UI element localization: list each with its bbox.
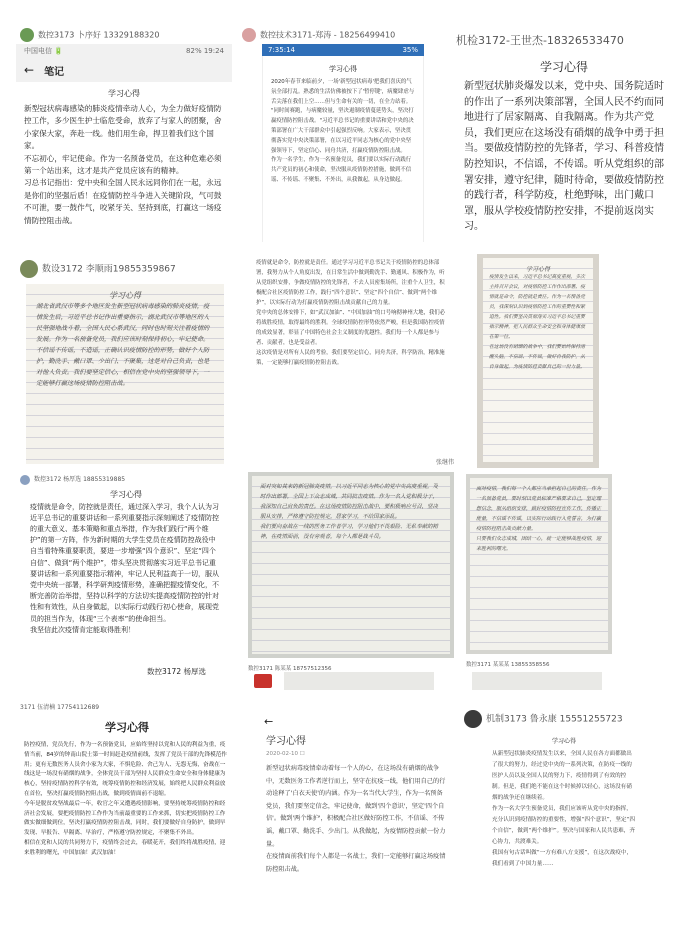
screenshot-note-13: [462, 706, 676, 932]
paper-title: 学习心得: [109, 291, 141, 300]
status-left: 中国电信 🔋: [24, 47, 63, 55]
signature: 张继伟: [435, 459, 454, 466]
screenshot-note-11: [16, 700, 238, 932]
strip-header-a: [244, 662, 456, 692]
strip-image: [472, 672, 602, 690]
avatar: [242, 28, 256, 42]
doc-title: 学习心得: [539, 60, 588, 74]
paper-body: 疫情发生以来，习近平总书记高度重视，多次主持召开会议，对疫情防控工作作出部署。疫情就是命令，防控就是责任。作为一名预备党员，我深刻认识到疫情防控工作的重要性和紧迫性。我们要坚决贯彻落实习近平总书记重要指示精神，把人民群众生命安全和身体健康放在第一位。 在这场没有硝烟的战争中，我们要始终保持清醒头脑，不信谣、不传谣，做好自我防护，从自身做起，为疫情防控贡献自己的一份力量。: [489, 275, 585, 370]
screenshot-note-4: [16, 256, 234, 470]
header-note-11: 3171 伍清楠 17754112689: [20, 704, 100, 711]
doc-body: 2020年春节来临前夕，一场'新型冠状病毒'把我们喜庆的气氛全部打乱。熟悉的生活仿佛被按下了'暂停键'，病魔肆虐与舌尖落在我们上空……但与生命有关的一切，在全力站着。 "同时间赛跑，与病魔较量，坚决遏制疫情蔓延势头，坚决打赢疫情防控阻击战。"习近平总书记的重要讲话和党中央的决策部署在广大干部群众中引起强烈反响。大家表示，坚决贯彻落实党中央决策部署，在以习近平同志为核心的党中央坚强领导下，坚定信心、同舟共济，打赢疫情防控阻击战。 作为一名学生，作为一名预备党员，我们要以实际行动践行共产党员的初心和使命，坚决服从疫情防控措施，做到不信谣、不传谣、不聚集、不外出，从我做起，从身边做起。: [271, 79, 415, 183]
header-text: 数控技术3171-郑涛 - 18256499410: [260, 30, 396, 40]
header-text: 数控3172 杨厚选 18855319885: [34, 476, 126, 483]
paper-sheet: [483, 258, 593, 462]
doc-title: 学习心得: [110, 489, 142, 499]
doc-body: 新型冠状肺炎爆发以来，党中央、国务院适时的作出了一系列决策部署，全国人民不约而同地进行了居家隔离、自我隔离。作为共产党员，我们更应在这场没有硝烟的战争中勇于担当。要做疫情防控的先锋者，学习、科普疫情防控知识，不信谣，不传谣。听从党组织的部署安排，遵守纪律，随时待命，要做疫情防控的践行者，科学防疫，杜绝野味，出门戴口罩，服从学校疫情防控安排，不提前返岗实习。: [464, 81, 664, 233]
screenshot-note-5: [240, 254, 466, 468]
header-note-7: [16, 472, 236, 487]
doc-area: [262, 56, 424, 242]
avatar: [20, 260, 38, 278]
note-navbar: [258, 712, 454, 730]
doc-title: 学习心得: [105, 721, 149, 734]
screenshot-note-3: [452, 30, 676, 245]
header-note-4: [16, 256, 234, 282]
avatar: [20, 475, 30, 485]
nav-title: 笔记: [44, 66, 65, 78]
paper-sheet: [26, 284, 224, 464]
back-arrow-icon[interactable]: ←: [24, 63, 35, 77]
header-note-2: [240, 26, 446, 44]
flag-icon: [254, 674, 272, 688]
status-bar: [16, 44, 232, 58]
paper-body: 湖北省武汉市等多个地区发生新型冠状病毒感染的肺炎疫情，疫情发生后，习近平总书记作出重要指示，湖北武汉市等地区的人民坚强地战斗着，全国人民心系武汉，同时也时刻关注着疫情的发展。作为一名预备党员，我们应该时刻保持初心，牢记使命。 不信谣不传谣，不造谣，正确认识疫情防控的形势，做好个人防护，勤洗手、戴口罩、少出门、不聚集，这是对自己负责，也是对他人负责。我们要坚定信心，相信在党中央的坚强领导下，一定能够打赢这场疫情防控阻击战。: [36, 303, 210, 387]
screenshot-note-2: [240, 26, 446, 254]
header-text: 数控3171 陈某某 18757512356: [248, 666, 332, 672]
status-bar: [262, 44, 424, 56]
doc-area: [488, 732, 640, 928]
header-text: 机制3173 鲁永康 15551255723: [486, 714, 623, 725]
note-title: 学习心得: [108, 89, 140, 98]
paper-title: 学习心得: [525, 266, 550, 273]
avatar: [20, 28, 34, 42]
screenshot-note-9: [466, 474, 612, 654]
status-right: 82% 19:24: [186, 47, 224, 55]
note-title: 学习心得: [266, 736, 306, 747]
doc-body: 从新型冠状肺炎疫情发生以来，全国人民在各方面都做出了很大的努力，经过党中央的一系列决策，在防疫一线的医护人员以及全国人民的努力下，疫情得到了有效的控制。但是，我们绝不能在这个时候掉以轻心，这场没有硝烟的战争还在继续着。 作为一名大学生预备党员，我们应该听从党中央的指挥，充分认识到疫情防控的重要性，增强“四个意识”，坚定“四个自信”，做到“两个维护”。坚决与国家和人民共患难，齐心协力，共渡难关。 我国有句古话叫做“一方有难八方支援”，在这次战疫中，我们看到了中国力量……: [492, 751, 635, 867]
status-left: 7:35:14: [268, 46, 295, 54]
paper-body: 面对疫情，我们每一个人都应当承担起自己的责任。作为一名预备党员，要时刻以党员标准严格要求自己，坚定理想信念，服从组织安排，做好疫情防控宣传工作，传播正能量，不信谣不传谣，以实际行动践行入党誓言，为打赢疫情防控阻击战贡献力量。 只要我们众志成城，团结一心，就一定能够战胜疫情，迎来胜利的曙光。: [476, 486, 602, 552]
doc-body: 疫情就是命令，防控就是责任，通过深入学习，我个人认为习近平总书记的重要讲话和一系列重要指示深刻阐述了疫情防控的重大意义、基本策略和重点举措，作为我们践行“两个维护”的第一方阵，作为新时期的大学生党员在疫情防控战役中自当看特殊重要职责，要进一步增强“四个意识”、坚定“四个自信”、做到“两个维护”，带头坚决贯彻落实习近平总书记重要讲话和一系列重要指示精神，牢记人民利益高于一切，服从党中央统一部署，科学研判疫情形势，准确把握疫情变化，不断完善防治举措，坚持以科学的方法切实提高疫情防控的针对性和有效性，从自身做起，以实际行动践行初心使命，展现党员的担当作为，体现“三个表率”的使命担当。 我坚信此次疫情肯定能取得胜利！: [30, 502, 219, 634]
doc-title: 学习心得: [551, 738, 576, 745]
paper-sheet: [252, 476, 450, 654]
screenshot-note-6: [477, 254, 599, 468]
note-body: 新型冠状病毒疫情牵动着每一个人的心，在这场没有硝烟的战争中，无数医务工作者逆行而上，坚守在抗疫一线，他们用自己的行动诠释了'白衣天使'的内涵。作为一名当代大学生，作为一名预备党员，我们要坚定信念，牢记使命，做到'四个意识'，坚定'四个自信'。做到'两个维护'，积极配合社区做好防控工作，不信谣、不传谣，戴口罩、勤洗手、少出门。从我做起，为疫情防控贡献一份力量。 在疫情面前我们每个人都是一名战士，我们一定能够打赢这场疫情防控阻击战。: [266, 765, 446, 873]
paper-sheet: [470, 478, 608, 650]
screenshot-note-12: [258, 712, 454, 932]
screenshot-note-7: [16, 472, 236, 684]
screenshot-note-8: [248, 472, 454, 658]
note-navbar: [16, 58, 232, 82]
screenshot-note-1: [16, 26, 232, 246]
note-body: 新型冠状病毒感染的肺炎疫情牵动人心，为全力做好疫情防控工作，多少医生护士临危受命，放弃了与家人的团聚，舍小家保大家，奔赴一线。他们用生命，捍卫着我们这个国家。 不忘初心，牢记使命。作为一名预备党员，在这种危难必须第一个站出来，这才是共产党员应该有的精神。 习总书记指出：党中央和全国人民永远同你们在一起，永远是你们的坚强后盾！在疫情防控斗争进入关键阶段，气可鼓不可泄，要一鼓作气，咬紧牙关、坚持到底，打赢这一场疫情防控阻击战。: [24, 104, 222, 225]
header-text: 数控3173 卜序好 13329188320: [38, 30, 160, 40]
back-arrow-icon[interactable]: ←: [264, 714, 274, 728]
strip-image: [284, 672, 434, 690]
signature: 数控3172 杨厚选: [147, 666, 206, 676]
note-date: 2020-02-10 ☐: [266, 751, 305, 757]
doc-body: 防控疫情，党员先行，作为一名预备党员，应始终坚持以党和人民的利益为重，疫情当前，84岁的钟南山院士第一时间赶赴疫情前线，发挥了党员干部的先锋模范作用；更有无数医务人员舍小家为大家，不惧危险、舍己为人、无怨无悔，奋战在一线这是一场没有硝烟的战争，全体党员干部为坚持人民群众生命安全和身体健康为核心，坚持疫情防控科学有效，统筹疫情防控和经济发展，始终把人民群众利益放在首位，坚决打赢疫情防控阻击战，做到疫情面前不退缩。 今年是脱贫攻坚战最后一年，收官之年又遭遇疫情影响，要坚持统筹疫情防控和经济社会发展，要把疫情防控工作作为当前最重要的工作来抓，切实把疫情防控工作做实做细做到位，坚决打赢疫情防控阻击战，同时，我们要做好自身防护，做到早发现、早报告、早隔离、早治疗，严格遵守防控规定，不聚集不外出。 相信在党和人民的共同努力下，疫情终会过去，春暖花开，我们终将战胜疫情，迎来胜利的曙光，中国加油！武汉加油！: [24, 742, 227, 856]
header-note-13: [462, 706, 676, 732]
doc-title: 学习心得: [329, 65, 357, 73]
header-note-3: 机检3172-王世杰-18326533470: [456, 34, 624, 47]
header-text: 数控3171 某某某 13855358556: [466, 662, 550, 668]
doc-body: 疫情就是命令，防控就是责任。通过学习习近平总书记关于疫情防控的总体部署，我努力从个人角度出发，在日常生活中做到勤洗手、勤通风、积极作为，听从党组织安排，争做疫情防控的先锋者，不去人员密集场所，注重个人卫生，积极配合社区疫情防控工作，践行“四个意识”、坚定“四个自信”、做到“两个维护”，以实际行动为打赢疫情防控阻击战贡献自己的力量。 党中央的总体安排下，如“武汉加油”、“中国加油”的口号响彻神州大地，我们必将战胜疫情，取得最终的胜利。全球疫情防控形势依然严峻，但是我国防控疫情的成效显著，彰显了中国特色社会主义制度的优越性。我们每一个人都是参与者、贡献者，也是受益者。 这次疫情是对所有人民的考验，我们要坚定信心，同舟共济，科学防治，精准施策，一定能够打赢疫情防控阻击战。: [256, 260, 446, 366]
avatar: [464, 710, 482, 728]
paper-body: 面对突如其来的新冠肺炎疫情，以习近平同志为核心的党中央高度重视，及时作出部署，全国上下众志成城，共同抗击疫情。作为一名入党积极分子，我深知自己肩负的责任。在这场疫情防控阻击战中，要积极响应号召，坚决服从安排，严格遵守防控规定，居家学习，不给国家添乱。 我们要向奋战在一线的医务工作者学习，学习他们不畏艰险、无私奉献的精神，在疫情面前，没有旁观者，每个人都是战斗员。: [260, 484, 438, 540]
strip-header-b: [462, 658, 612, 692]
status-right: 35%: [402, 46, 418, 54]
header-note-1: [16, 26, 232, 44]
header-text: 数设3172 李顺雨19855359867: [42, 264, 176, 275]
